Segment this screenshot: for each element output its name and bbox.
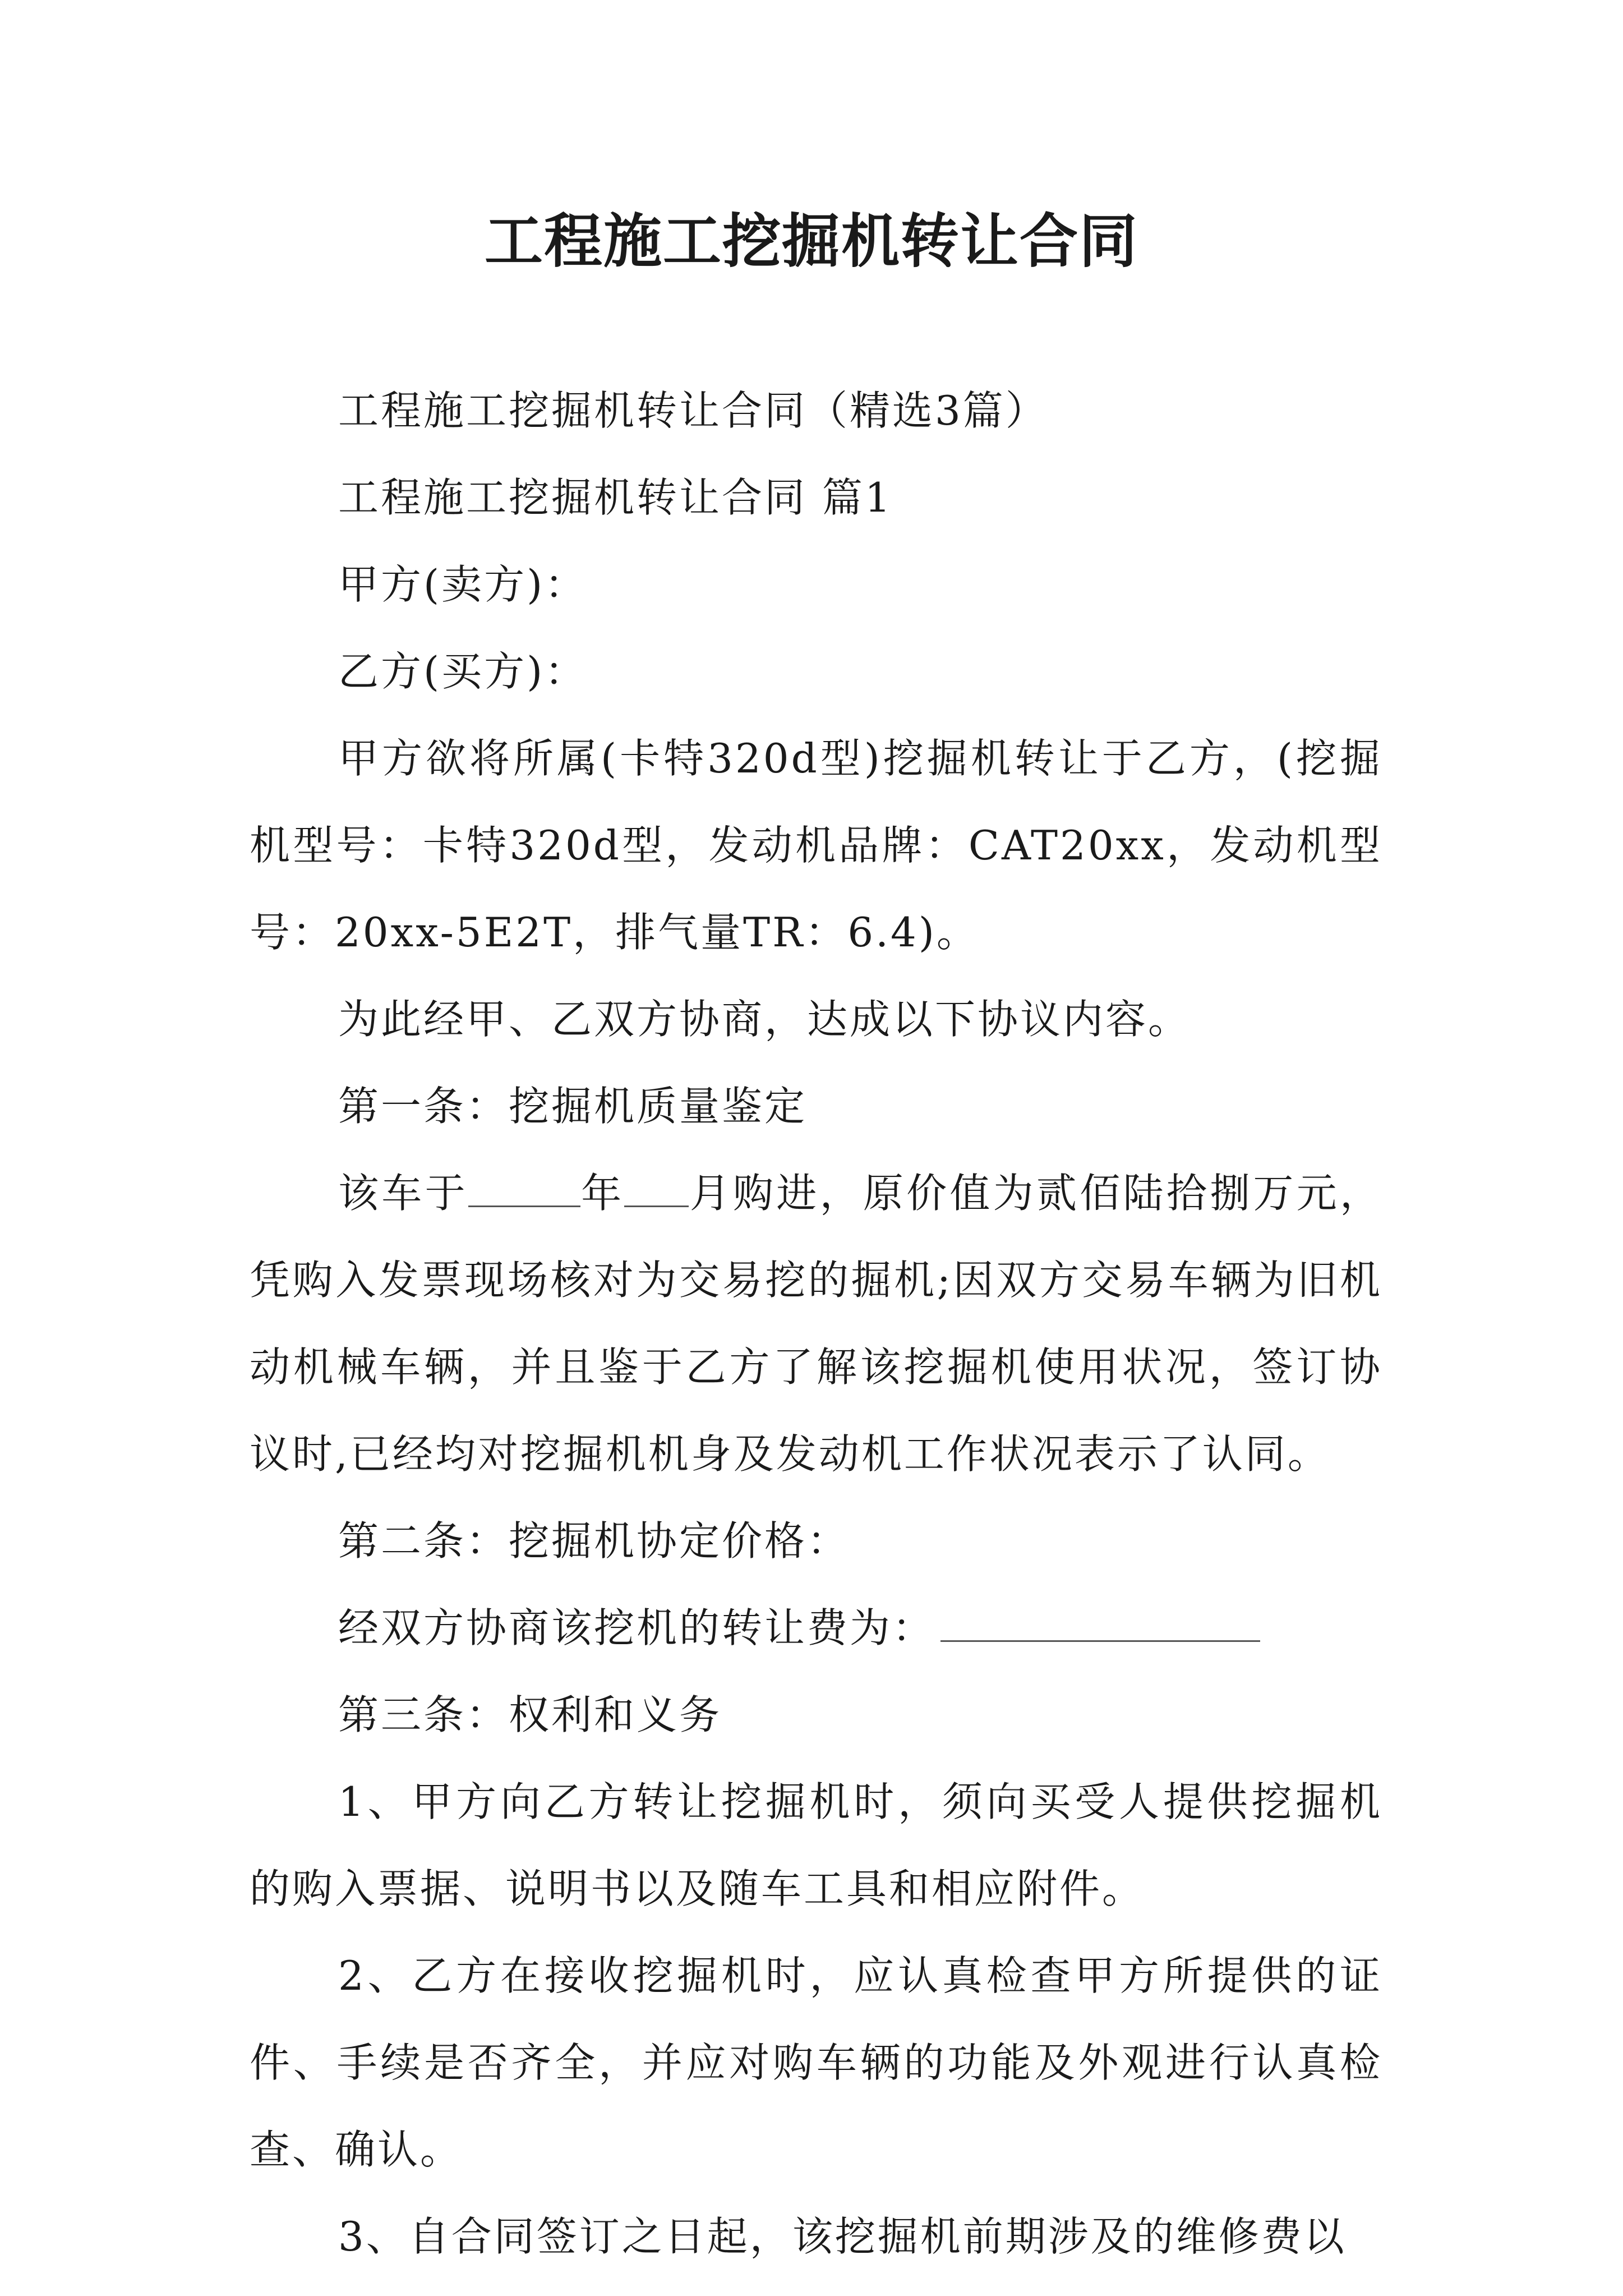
article-1-text-year: 年 — [580, 1170, 625, 1217]
paragraph-collection-title: 工程施工挖掘机转让合同（精选3篇） — [338, 387, 1048, 434]
paragraph-article-2-heading: 第二条：挖掘机协定价格： — [338, 1517, 850, 1565]
paragraph-machine-details: 甲方欲将所属(卡特320d型)挖掘机转让于乙方，(挖掘机型号：卡特320d型，发动机品牌：CAT20xx，发动机型号：20xx-5E2T，排气量TR：6.4)。 — [250, 735, 1382, 956]
paragraph-clause-2: 2、乙方在接收挖掘机时，应认真检查甲方所提供的证件、手续是否齐全，并应对购车辆的功能及外观进行认真检查、确认。 — [250, 1952, 1382, 2173]
article-1-text-rest: 月购进，原价值为贰佰陆拾捌万元，凭购入发票现场核对为交易挖的掘机;因双方交易车辆为旧机动机械车辆，并且鉴于乙方了解该挖掘机使用状况，签订协议时,已经均对挖掘机机身及发动机工作状况表示了认同。 — [250, 1170, 1382, 1478]
transfer-fee-label: 经双方协商该挖机的转让费为： — [338, 1604, 935, 1651]
paragraph-party-b: 乙方(买方)： — [338, 648, 588, 695]
document-body — [250, 367, 1382, 2280]
document-title: 工程施工挖掘机转让合同 — [484, 206, 1138, 275]
year-blank — [468, 1172, 580, 1207]
transfer-fee-blank — [940, 1607, 1260, 1642]
paragraph-party-a: 甲方(卖方)： — [338, 561, 588, 608]
paragraph-article-1-heading: 第一条：挖掘机质量鉴定 — [338, 1083, 808, 1130]
month-blank — [624, 1172, 689, 1207]
paragraph-clause-1: 1、甲方向乙方转让挖掘机时，须向买受人提供挖掘机的购入票据、说明书以及随车工具和相应附件。 — [250, 1778, 1382, 1912]
paragraph-clause-3: 3、自合同签订之日起，该挖掘机前期涉及的维修费以 — [338, 2213, 1347, 2260]
article-1-text-start: 该车于 — [338, 1170, 468, 1217]
paragraph-agreement-intro: 为此经甲、乙双方协商，达成以下协议内容。 — [338, 996, 1191, 1043]
paragraph-article-1-body — [250, 1150, 1382, 1498]
paragraph-part-heading: 工程施工挖掘机转让合同 篇1 — [338, 474, 893, 521]
paragraph-article-3-heading: 第三条：权利和义务 — [338, 1691, 722, 1738]
paragraph-transfer-fee — [250, 1585, 1382, 1672]
